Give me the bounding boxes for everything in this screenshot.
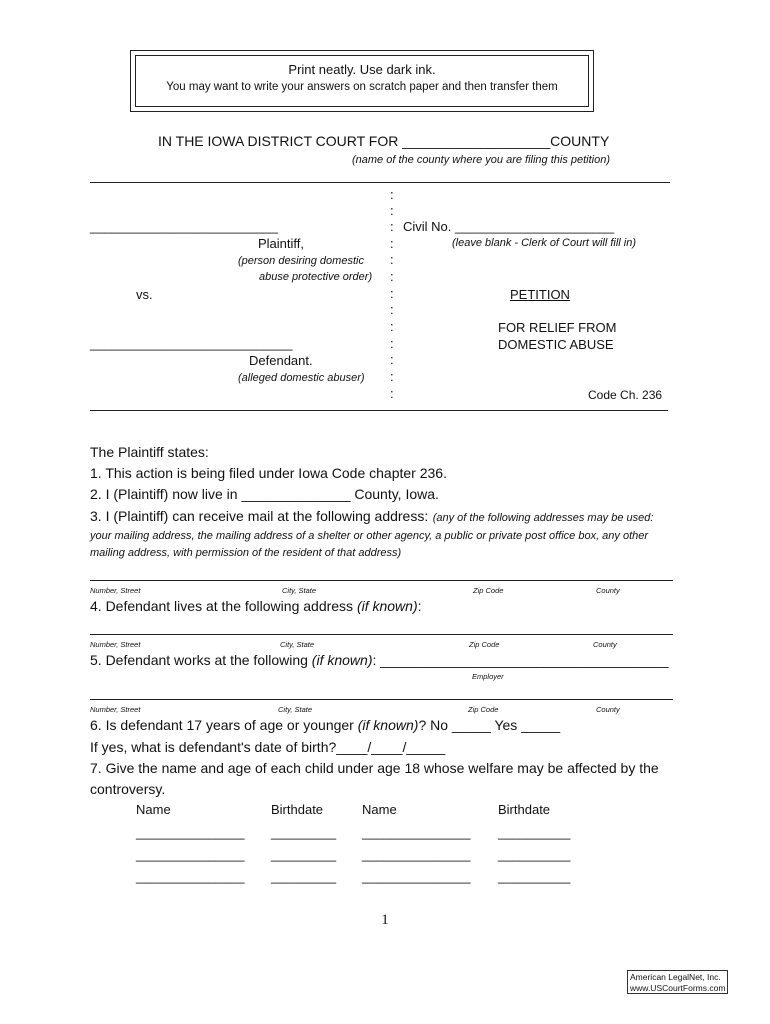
child-birthdate-field[interactable]: _________ <box>271 825 337 840</box>
caption-colon: : <box>390 187 394 202</box>
item-3-note: (any of the following addresses may be used: <box>432 512 654 524</box>
civil-number-hint: (leave blank - Clerk of Court will fill in) <box>452 237 636 249</box>
item-3-note: mailing address, with permission of the resident of that address) <box>90 547 402 559</box>
item-5-employer-field[interactable]: : _____________________________________ <box>372 652 669 668</box>
child-name-field[interactable]: _______________ <box>136 847 245 862</box>
code-chapter: Code Ch. 236 <box>588 388 663 402</box>
item-3-text: 3. I (Plaintiff) can receive mail at the following address: <box>90 508 429 524</box>
item-6 <box>90 717 560 733</box>
address-label-county: County <box>596 705 620 714</box>
instructions-box <box>130 50 594 112</box>
child-name-field[interactable]: _______________ <box>362 869 471 884</box>
caption-colon: : <box>390 302 394 317</box>
plaintiff-hint: (person desiring domestic <box>238 255 364 267</box>
child-name-field[interactable]: _______________ <box>362 847 471 862</box>
instructions-line-2: You may want to write your answers on scratch paper and then transfer them <box>166 81 558 93</box>
child-birthdate-field[interactable]: __________ <box>498 847 571 862</box>
child-birthdate-field[interactable]: __________ <box>498 825 571 840</box>
children-header-birthdate: Birthdate <box>271 802 324 817</box>
employer-label: Employer <box>472 672 504 681</box>
address-label-city: City, State <box>280 640 315 649</box>
children-header-birthdate: Birthdate <box>498 802 551 817</box>
plaintiff-hint: abuse protective order) <box>259 271 373 283</box>
civil-number-field[interactable]: Civil No. ______________________ <box>403 219 615 234</box>
address-label-zip: Zip Code <box>469 640 500 649</box>
item-4-text: 4. Defendant lives at the following address <box>90 598 354 614</box>
publisher-footer <box>627 970 728 994</box>
address-label-street: Number, Street <box>90 705 141 714</box>
item-4 <box>90 598 422 614</box>
child-name-field[interactable]: _______________ <box>136 869 245 884</box>
item-3 <box>90 508 653 526</box>
item-5-text: 5. Defendant works at the following <box>90 652 308 668</box>
address-label-county: County <box>593 640 617 649</box>
child-birthdate-field[interactable]: _________ <box>271 869 337 884</box>
address-label-zip: Zip Code <box>468 705 499 714</box>
caption-colon: : <box>390 236 394 251</box>
caption-top-rule <box>90 182 670 183</box>
caption-colon: : <box>390 386 394 401</box>
defendant-hint: (alleged domestic abuser) <box>238 372 365 384</box>
court-heading: IN THE IOWA DISTRICT COURT FOR ___________________COUNTY <box>158 133 610 149</box>
address-label-street: Number, Street <box>90 586 141 595</box>
plaintiff-address-line[interactable] <box>90 580 673 581</box>
employer-address-line[interactable] <box>90 699 673 700</box>
item-2: 2. I (Plaintiff) now live in ______________ County, Iowa. <box>90 486 439 502</box>
children-header-name: Name <box>136 802 171 817</box>
petition-title: PETITION <box>510 287 570 302</box>
county-hint: (name of the county where you are filing this petition) <box>352 154 611 166</box>
item-5 <box>90 652 668 668</box>
versus-label: vs. <box>136 287 153 302</box>
item-4-end: : <box>417 598 422 614</box>
child-name-field[interactable]: _______________ <box>136 825 245 840</box>
petition-subtitle: DOMESTIC ABUSE <box>498 337 614 352</box>
child-birthdate-field[interactable]: __________ <box>498 869 571 884</box>
address-label-street: Number, Street <box>90 640 141 649</box>
child-name-field[interactable]: _______________ <box>362 825 471 840</box>
item-3-note: your mailing address, the mailing address of a shelter or other agency, a public or private post office box, any other <box>90 530 649 542</box>
item-1: 1. This action is being filed under Iowa Code chapter 236. <box>90 465 447 481</box>
item-6-answer-field[interactable]: ? No _____ Yes _____ <box>418 717 561 733</box>
children-header-name: Name <box>362 802 397 817</box>
address-label-city: City, State <box>282 586 317 595</box>
caption-colon: : <box>390 252 394 267</box>
address-label-county: County <box>596 586 620 595</box>
item-7: 7. Give the name and age of each child under age 18 whose welfare may be affected by the <box>90 760 659 776</box>
caption-colon: : <box>390 219 394 234</box>
caption-colon: : <box>390 319 394 334</box>
caption-bottom-rule <box>90 410 668 411</box>
address-label-city: City, State <box>278 705 313 714</box>
petition-subtitle: FOR RELIEF FROM <box>498 320 617 335</box>
item-6-text: 6. Is defendant 17 years of age or younger <box>90 717 354 733</box>
defendant-name-line[interactable]: ____________________________ <box>90 336 293 351</box>
instructions-line-1: Print neatly. Use dark ink. <box>288 62 436 77</box>
defendant-label: Defendant. <box>249 353 313 368</box>
page-number: 1 <box>381 912 389 928</box>
caption-colon: : <box>390 352 394 367</box>
item-5-note: (if known) <box>311 652 373 668</box>
caption-colon: : <box>390 369 394 384</box>
publisher-website: www.USCourtForms.com <box>630 983 726 993</box>
caption-colon: : <box>390 203 394 218</box>
item-6-note: (if known) <box>357 717 419 733</box>
caption-colon: : <box>390 336 394 351</box>
address-label-zip: Zip Code <box>473 586 504 595</box>
publisher-name: American LegalNet, Inc. <box>630 972 721 982</box>
item-4-note: (if known) <box>356 598 418 614</box>
item-7-continued: controversy. <box>90 781 166 797</box>
plaintiff-name-line[interactable]: __________________________ <box>90 219 278 234</box>
child-birthdate-field[interactable]: _________ <box>271 847 337 862</box>
caption-colon: : <box>390 286 394 301</box>
plaintiff-label: Plaintiff, <box>258 236 305 251</box>
defendant-address-line[interactable] <box>90 634 673 635</box>
caption-colon: : <box>390 269 394 284</box>
intro-text: The Plaintiff states: <box>90 444 209 460</box>
defendant-dob-field[interactable]: If yes, what is defendant's date of birth?____/____/_____ <box>90 739 446 755</box>
